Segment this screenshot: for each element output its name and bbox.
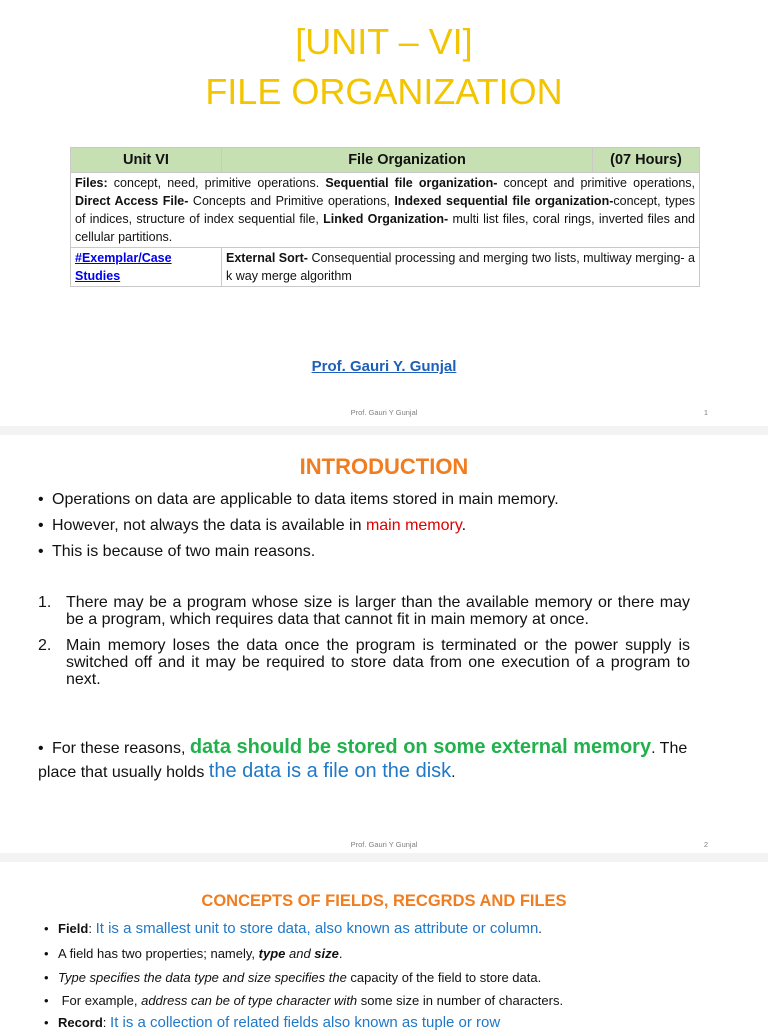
bullet-item: • Record: It is a collection of related fields also known as tuple or row (44, 1014, 501, 1031)
record-term: Record (58, 1015, 103, 1030)
bullet-item: • A field has two properties; namely, type and size. (44, 946, 343, 961)
topic-term: Sequential file organization- (325, 176, 498, 190)
topic-term: External Sort- (226, 251, 308, 265)
punct: . (451, 764, 456, 781)
syllabus-description (71, 173, 700, 248)
topic-text: concept and primitive operations, (497, 176, 695, 190)
list-number: 1. (38, 594, 52, 611)
bullet-text: address can be of type character with (141, 993, 358, 1008)
topic-text: Concepts and Primitive operations, (188, 194, 395, 208)
bullet-text: Operations on data are applicable to data items stored in main memory. (52, 491, 559, 508)
punct: . (338, 946, 343, 961)
bullet-text: Type specifies the data type and size specifies the (58, 970, 347, 985)
bullet-text: This is because of two main reasons. (52, 543, 316, 560)
punct: : (102, 1015, 111, 1030)
unit-title: [UNIT – VI] (295, 21, 473, 62)
main-memory-highlight: main memory (365, 517, 462, 534)
external-sort-description (222, 248, 700, 287)
topic-text: concept, need, primitive operations. (107, 176, 326, 190)
reasons-list (38, 594, 690, 697)
bullet-text: some size in number of characters. (357, 993, 564, 1008)
slide-title: FILE ORGANIZATION (205, 71, 563, 112)
header-hours: (07 Hours) (593, 148, 700, 173)
slide-divider (0, 426, 768, 435)
slide-3 (0, 862, 768, 1032)
bullet-item: • Field: It is a smallest unit to store data, also known as attribute or column. (44, 920, 542, 937)
slide-footer: Prof. Gauri Y Gunjal (350, 840, 418, 849)
list-number: 2. (38, 637, 52, 654)
bullet-text: capacity of the field to store data. (346, 970, 542, 985)
topic-term: Indexed sequential file organization- (394, 194, 614, 208)
page-number: 2 (703, 840, 708, 849)
bullet-item: • This is because of two main reasons. (38, 543, 316, 560)
conclusion-bullet: • For these reasons, data should be stored on some external memory. The place that usually holds the data is a file on the disk. (38, 736, 688, 782)
bullet-item: • For example, address can be of type character with some size in number of characters. (44, 993, 564, 1008)
header-topic: File Organization (222, 148, 593, 173)
record-definition: It is a collection of related fields also known as tuple or row (110, 1014, 501, 1031)
header-unit: Unit VI (71, 148, 222, 173)
bullet-item: • Operations on data are applicable to data items stored in main memory. (38, 491, 559, 508)
exemplar-link[interactable]: #Exemplar/Case Studies (75, 251, 172, 283)
topic-term: Linked Organization- (323, 212, 449, 226)
slide-divider (0, 853, 768, 862)
file-on-disk-highlight: the data is a file on the disk (208, 760, 452, 782)
external-memory-highlight: data should be stored on some external memory (189, 736, 652, 758)
field-term: Field (58, 921, 89, 936)
topic-text: Consequential processing and merging two lists, multiway merging- a k way merge algorithm (226, 251, 695, 283)
bullet-item: • However, not always the data is available in main memory. (38, 517, 467, 534)
table-row (71, 248, 700, 287)
type-term: type (258, 946, 286, 961)
punct: . (461, 517, 467, 534)
bullet-text: For example, (58, 993, 142, 1008)
table-header-row (71, 148, 700, 173)
topic-text: concept, types of indices, structure of index sequential file, (75, 194, 695, 226)
field-definition: It is a smallest unit to store data, also known as attribute or column (95, 920, 539, 937)
author-name: Prof. Gauri Y. Gunjal (311, 358, 457, 375)
slide-title: INTRODUCTION (299, 454, 469, 479)
punct: : (88, 921, 96, 936)
topic-term: Files: (75, 176, 108, 190)
list-item (38, 637, 690, 688)
slide-1 (0, 0, 768, 425)
bullet-item: • Type specifies the data type and size specifies the capacity of the field to store data. (44, 970, 542, 985)
topic-text: multi list files, coral rings, inverted files and cellular partitions. (75, 212, 696, 244)
topic-term: Direct Access File- (75, 194, 189, 208)
slide-title: CONCEPTS OF FIELDS, RECGRDS AND FILES (201, 892, 567, 910)
list-text: There may be a program whose size is larger than the available memory or there may be a program, which requires data that cannot fit in main memory at once. (66, 594, 690, 628)
table-row (71, 173, 700, 248)
slide-footer: Prof. Gauri Y Gunjal (350, 408, 418, 417)
syllabus-table (70, 147, 700, 287)
bullet-text: However, not always the data is available in (52, 517, 366, 534)
page-number: 1 (703, 408, 708, 417)
list-text: Main memory loses the data once the program is terminated or the power supply is switched off and it may be required to store data from one execution of a program to next. (66, 637, 690, 688)
size-term: size (314, 946, 339, 961)
conclusion-text: For these reasons, (52, 740, 190, 757)
slide-2 (0, 436, 768, 854)
conclusion-text: . The place that usually holds (38, 740, 688, 781)
exemplar-cell (71, 248, 222, 287)
bullet-text: A field has two properties; namely, (58, 946, 259, 961)
punct: . (538, 921, 542, 936)
list-item (38, 594, 690, 628)
bullet-text: and (285, 946, 315, 961)
